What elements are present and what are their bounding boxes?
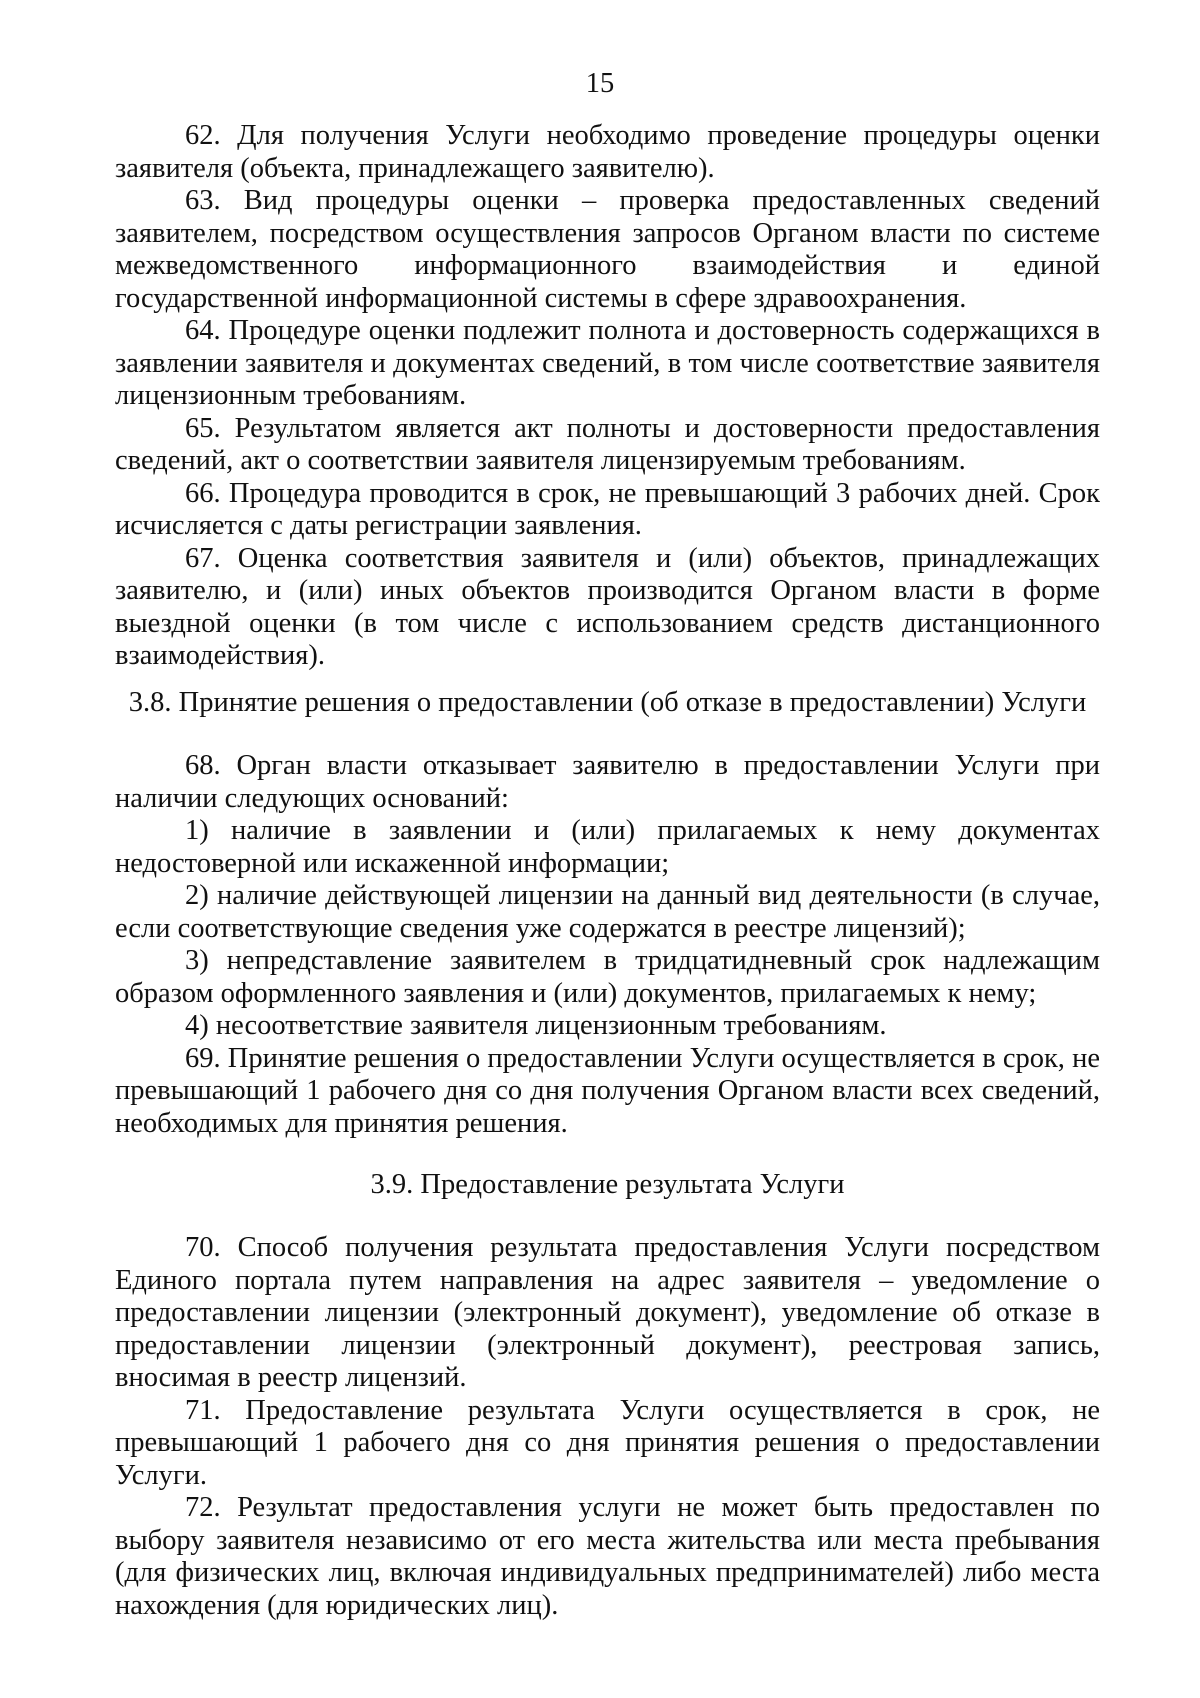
section-3-8-body bbox=[115, 750, 1100, 1140]
list-item-3: 3) непредставление заявителем в тридцатидневный срок надлежащим образом оформленного заявления и (или) документов, прилагаемых к нему; bbox=[115, 945, 1100, 1009]
list-item-2: 2) наличие действующей лицензии на данный вид деятельности (в случае, если соответствующие сведения уже содержатся в реестре лицензий); bbox=[115, 880, 1100, 944]
section-3-9-heading-block bbox=[115, 1169, 1100, 1202]
section-heading-3-9: 3.9. Предоставление результата Услуги bbox=[370, 1169, 845, 1200]
paragraph-65: 65. Результатом является акт полноты и достоверности предоставления сведений, акт о соответствии заявителя лицензируемым требованиям. bbox=[115, 412, 1100, 476]
section-3-7-continuation bbox=[115, 120, 1100, 673]
paragraph-71: 71. Предоставление результата Услуги осуществляется в срок, не превышающий 1 рабочего дня со дня принятия решения о предоставлении Услуги. bbox=[115, 1394, 1100, 1491]
paragraph-69: 69. Принятие решения о предоставлении Услуги осуществляется в срок, не превышающий 1 рабочего дня со дня получения Органом власти всех сведений, необходимых для принятия решения. bbox=[115, 1042, 1100, 1139]
section-3-8-heading-block bbox=[115, 687, 1100, 720]
list-item-1: 1) наличие в заявлении и (или) прилагаемых к нему документах недостоверной или искаженной информации; bbox=[115, 815, 1100, 879]
paragraph-62: 62. Для получения Услуги необходимо проведение процедуры оценки заявителя (объекта, принадлежащего заявителю). bbox=[115, 120, 1100, 184]
paragraph-64: 64. Процедуре оценки подлежит полнота и достоверность содержащихся в заявлении заявителя и документах сведений, в том числе соответствие заявителя лицензионным требованиям. bbox=[115, 315, 1100, 411]
page-number: 15 bbox=[585, 68, 615, 99]
paragraph-67: 67. Оценка соответствия заявителя и (или) объектов, принадлежащих заявителю, и (или) иных объектов производится Органом власти в форме выездной оценки (в том числе с использованием средств дистанционного взаимодействия). bbox=[115, 542, 1100, 671]
paragraph-72: 72. Результат предоставления услуги не может быть предоставлен по выбору заявителя независимо от его места жительства или места пребывания (для физических лиц, включая индивидуальных предпринимателей) либо места нахождения (для юридических лиц). bbox=[115, 1492, 1100, 1621]
paragraph-68: 68. Орган власти отказывает заявителю в предоставлении Услуги при наличии следующих оснований: bbox=[115, 750, 1100, 814]
list-item-4: 4) несоответствие заявителя лицензионным требованиям. bbox=[185, 1010, 887, 1041]
paragraph-66: 66. Процедура проводится в срок, не превышающий 3 рабочих дней. Срок исчисляется с даты регистрации заявления. bbox=[115, 477, 1100, 541]
paragraph-70: 70. Способ получения результата предоставления Услуги посредством Единого портала путем направления на адрес заявителя – уведомление о предоставлении лицензии (электронный документ), уведомление об отказе в предоставлении лицензии (электронный документ), реестровая запись, вносимая в реестр лицензий. bbox=[115, 1232, 1100, 1393]
section-heading-3-8: 3.8. Принятие решения о предоставлении (об отказе в предоставлении) Услуги bbox=[128, 687, 1087, 718]
paragraph-63: 63. Вид процедуры оценки – проверка предоставленных сведений заявителем, посредством осуществления запросов Органом власти по системе межведомственного информационного взаимодействия и единой государственной информационной системы в сфере здравоохранения. bbox=[115, 185, 1100, 314]
section-3-9-body bbox=[115, 1232, 1100, 1622]
